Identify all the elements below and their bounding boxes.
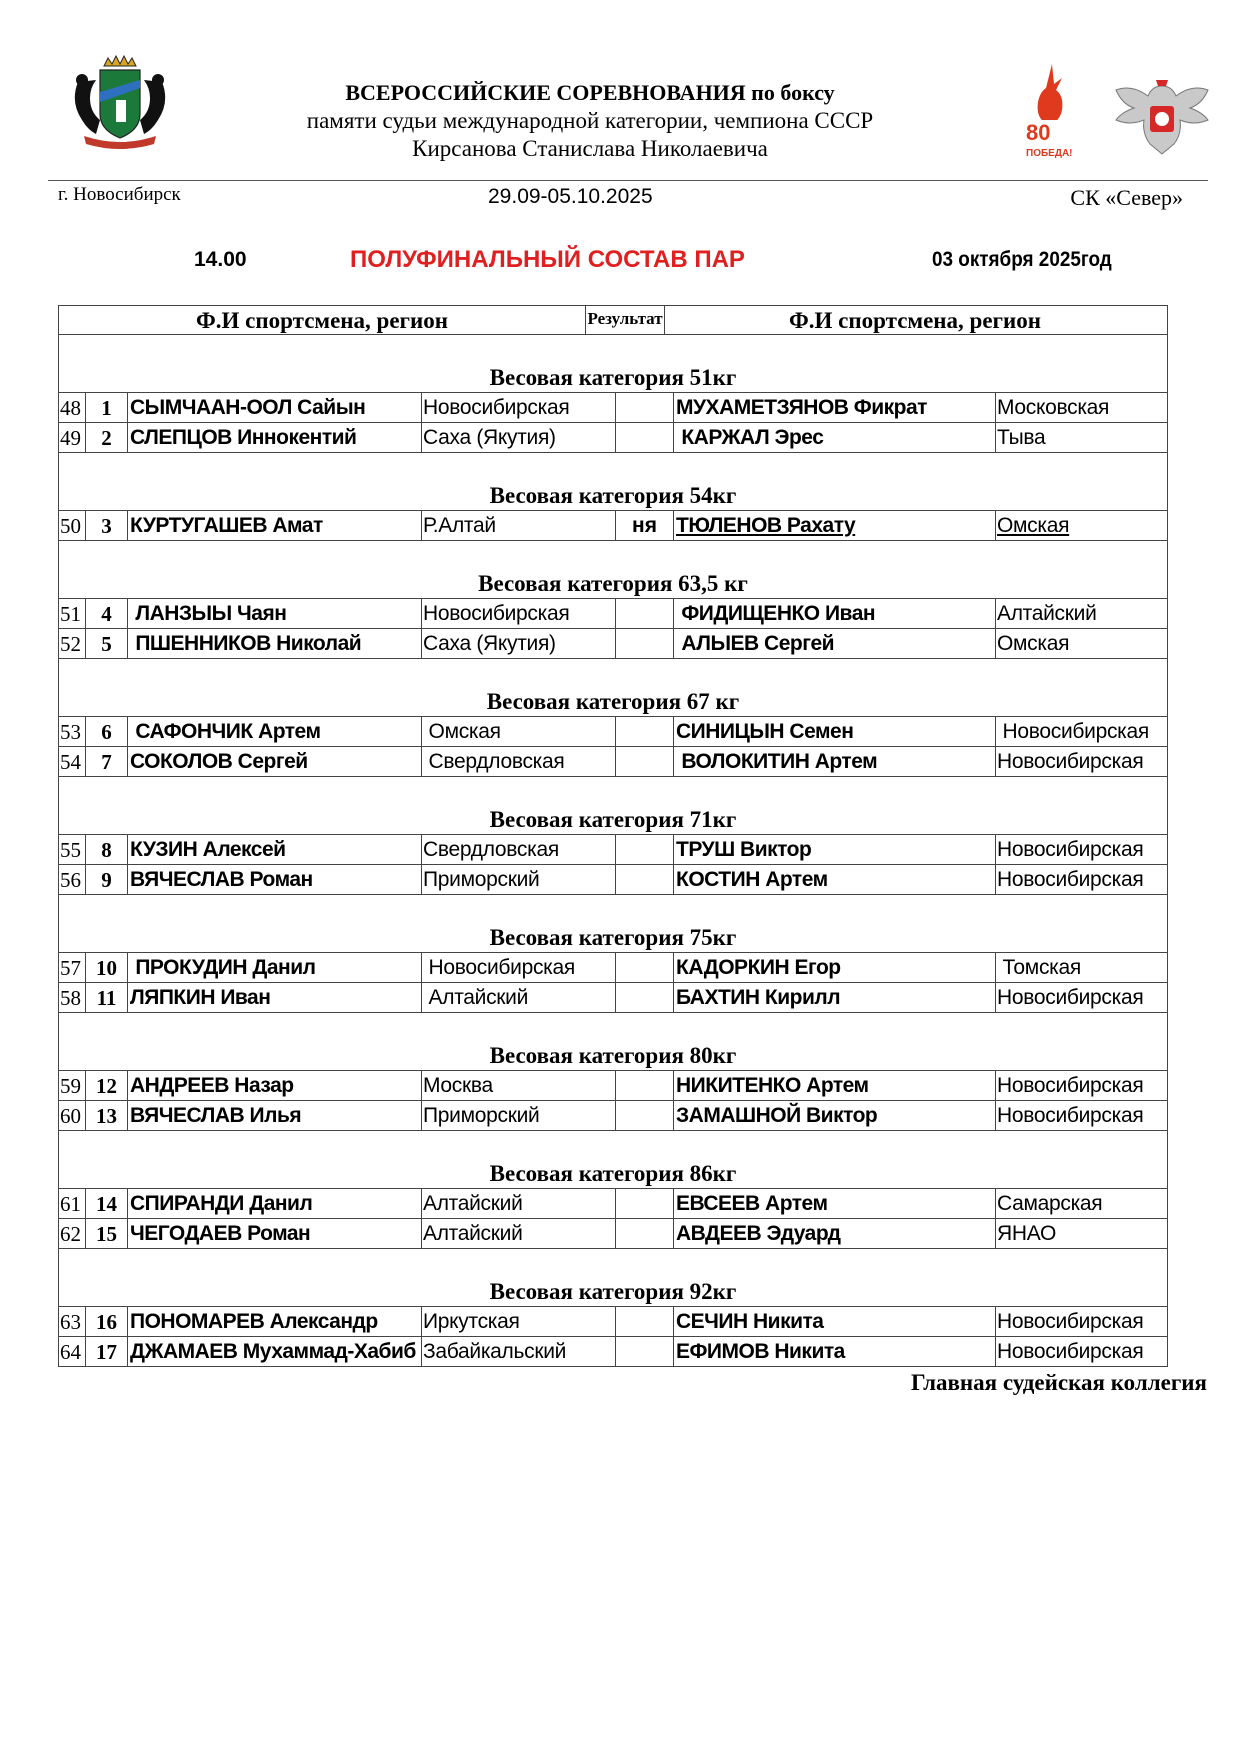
bout-row	[59, 1071, 1167, 1101]
bout-number: 62	[59, 1219, 86, 1248]
event-honoree: Кирсанова Станислава Николаевича	[412, 136, 768, 161]
city: г. Новосибирск	[58, 184, 181, 205]
bout-row	[59, 393, 1167, 423]
pair-number: 14	[86, 1189, 128, 1218]
weight-category-header	[59, 895, 1167, 953]
athlete-right-name: ТРУШ Виктор	[674, 835, 996, 864]
bout-result	[616, 1307, 674, 1336]
bout-number: 59	[59, 1071, 86, 1100]
athlete-left-region: Приморский	[422, 865, 616, 894]
bout-result: ня	[616, 511, 674, 540]
athlete-right-region: Новосибирская	[997, 1104, 1144, 1127]
bout-result	[616, 953, 674, 982]
athlete-right-region: Новосибирская	[997, 986, 1144, 1009]
athlete-right-region: ЯНАО	[997, 1222, 1057, 1245]
athlete-right-name: МУХАМЕТЗЯНОВ Фикрат	[674, 393, 996, 422]
athlete-left-name: ПРОКУДИН Данил	[128, 953, 422, 982]
athlete-right-name: КАДОРКИН Егор	[674, 953, 996, 982]
athlete-left-region: Алтайский	[422, 1219, 616, 1248]
weight-category-header	[59, 659, 1167, 717]
start-time: 14.00	[194, 248, 247, 271]
pair-number: 1	[86, 393, 128, 422]
athlete-left-region: Приморский	[422, 1101, 616, 1130]
athlete-left-region: Свердловская	[422, 747, 616, 776]
bout-number: 52	[59, 629, 86, 658]
bout-row	[59, 1101, 1167, 1131]
bout-result	[616, 983, 674, 1012]
bout-result	[616, 599, 674, 628]
athlete-right-region: Алтайский	[997, 602, 1097, 625]
weight-category-header	[59, 335, 1167, 393]
weight-category-header	[59, 777, 1167, 835]
bout-row	[59, 835, 1167, 865]
bout-row	[59, 747, 1167, 777]
weight-category-label: Весовая категория 71кг	[489, 807, 737, 832]
athlete-left-name: АНДРЕЕВ Назар	[128, 1071, 422, 1100]
bout-row	[59, 1219, 1167, 1249]
pair-number: 2	[86, 423, 128, 452]
athlete-left-region: Новосибирская	[422, 953, 616, 982]
athlete-left-name: СПИРАНДИ Данил	[128, 1189, 422, 1218]
bout-row	[59, 423, 1167, 453]
bout-row	[59, 953, 1167, 983]
athlete-right-region: Новосибирская	[997, 750, 1144, 773]
pair-number: 13	[86, 1101, 128, 1130]
athlete-right-name: КАРЖАЛ Эрес	[674, 423, 996, 452]
athlete-right-region: Омская	[997, 632, 1070, 655]
badge-text: ПОБЕДА!	[1026, 148, 1073, 159]
table-header	[59, 306, 1167, 335]
weight-category-header	[59, 1249, 1167, 1307]
event-dates: 29.09-05.10.2025	[488, 185, 653, 208]
athlete-right-name: ЕФИМОВ Никита	[674, 1337, 996, 1366]
athlete-left-name: ДЖАМАЕВ Мухаммад-Хабиб	[128, 1337, 422, 1366]
bout-number: 63	[59, 1307, 86, 1336]
athlete-right-region: Московская	[997, 396, 1110, 419]
bout-result	[616, 1337, 674, 1366]
athlete-left-region: Забайкальский	[422, 1337, 616, 1366]
bout-number: 60	[59, 1101, 86, 1130]
bouts-table	[58, 305, 1168, 1367]
athlete-right-region: Новосибирская	[997, 720, 1149, 743]
bout-number: 54	[59, 747, 86, 776]
pair-number: 8	[86, 835, 128, 864]
bout-number: 57	[59, 953, 86, 982]
badge-number: 80	[1026, 120, 1051, 145]
pair-number: 5	[86, 629, 128, 658]
athlete-right-region: Тыва	[997, 426, 1046, 449]
athlete-left-name: ВЯЧЕСЛАВ Илья	[128, 1101, 422, 1130]
athlete-left-name: СОКОЛОВ Сергей	[128, 747, 422, 776]
athlete-right-region: Новосибирская	[997, 838, 1144, 861]
bout-result	[616, 629, 674, 658]
athlete-right-region: Новосибирская	[997, 1074, 1144, 1097]
pair-number: 10	[86, 953, 128, 982]
athlete-right-name: НИКИТЕНКО Артем	[674, 1071, 996, 1100]
victory-80-emblem-icon	[1022, 62, 1084, 160]
athlete-left-name: ВЯЧЕСЛАВ Роман	[128, 865, 422, 894]
bout-result	[616, 423, 674, 452]
bout-row	[59, 599, 1167, 629]
athlete-left-name: СЛЕПЦОВ Иннокентий	[128, 423, 422, 452]
weight-category-label: Весовая категория 80кг	[489, 1043, 737, 1068]
bout-row	[59, 511, 1167, 541]
pair-number: 9	[86, 865, 128, 894]
bout-result	[616, 1219, 674, 1248]
weight-category-header	[59, 1013, 1167, 1071]
athlete-left-region: Алтайский	[422, 983, 616, 1012]
table-body	[59, 335, 1167, 1366]
venue: СК «Север»	[1070, 185, 1183, 210]
weight-category-label: Весовая категория 63,5 кг	[478, 571, 748, 596]
bout-row	[59, 865, 1167, 895]
athlete-right-name: ЗАМАШНОЙ Виктор	[674, 1101, 996, 1130]
signature-judges-panel: Главная судейская коллегия	[911, 1370, 1207, 1395]
athlete-left-name: ЛАНЗЫЫ Чаян	[128, 599, 422, 628]
weight-category-label: Весовая категория 51кг	[489, 365, 737, 390]
weight-category-label: Весовая категория 54кг	[489, 483, 737, 508]
pair-number: 3	[86, 511, 128, 540]
athlete-right-region: Омская	[997, 514, 1070, 537]
athlete-left-region: Москва	[422, 1071, 616, 1100]
athlete-left-name: САФОНЧИК Артем	[128, 717, 422, 746]
athlete-right-name: АВДЕЕВ Эдуард	[674, 1219, 996, 1248]
athlete-left-region: Новосибирская	[422, 393, 616, 422]
athlete-right-name: КОСТИН Артем	[674, 865, 996, 894]
bout-number: 48	[59, 393, 86, 422]
bout-result	[616, 865, 674, 894]
bout-result	[616, 717, 674, 746]
athlete-right-name: СЕЧИН Никита	[674, 1307, 996, 1336]
bout-number: 51	[59, 599, 86, 628]
bout-row	[59, 629, 1167, 659]
pair-number: 11	[86, 983, 128, 1012]
athlete-left-region: Свердловская	[422, 835, 616, 864]
bout-number: 53	[59, 717, 86, 746]
athlete-right-region: Самарская	[997, 1192, 1103, 1215]
bout-number: 50	[59, 511, 86, 540]
athlete-right-name: СИНИЦЫН Семен	[674, 717, 996, 746]
athlete-right-name: АЛЫЕВ Сергей	[674, 629, 996, 658]
athlete-left-region: Новосибирская	[422, 599, 616, 628]
athlete-right-name: БАХТИН Кирилл	[674, 983, 996, 1012]
weight-category-label: Весовая категория 92кг	[489, 1279, 737, 1304]
weight-category-header	[59, 1131, 1167, 1189]
athlete-left-region: Саха (Якутия)	[422, 629, 616, 658]
bout-number: 61	[59, 1189, 86, 1218]
weight-category-label: Весовая категория 67 кг	[486, 689, 740, 714]
athlete-left-region: Иркутская	[422, 1307, 616, 1336]
pair-number: 17	[86, 1337, 128, 1366]
athlete-left-name: СЫМЧААН-ООЛ Сайын	[128, 393, 422, 422]
athlete-right-name: ФИДИЩЕНКО Иван	[674, 599, 996, 628]
athlete-left-name: ПОНОМАРЕВ Александр	[128, 1307, 422, 1336]
boxing-federation-eagle-icon	[1112, 76, 1212, 160]
novosibirsk-coat-of-arms-icon	[64, 52, 176, 152]
bout-number: 55	[59, 835, 86, 864]
header-divider	[48, 180, 1208, 181]
bout-number: 58	[59, 983, 86, 1012]
weight-category-label: Весовая категория 86кг	[489, 1161, 737, 1186]
bout-row	[59, 1337, 1167, 1366]
athlete-left-region: Р.Алтай	[422, 511, 616, 540]
bout-row	[59, 983, 1167, 1013]
weight-category-header	[59, 541, 1167, 599]
athlete-left-region: Омская	[422, 717, 616, 746]
bout-row	[59, 1189, 1167, 1219]
bout-number: 49	[59, 423, 86, 452]
athlete-left-name: КУЗИН Алексей	[128, 835, 422, 864]
header-left-athlete: Ф.И спортсмена, регион	[196, 308, 448, 333]
athlete-left-name: ПШЕННИКОВ Николай	[128, 629, 422, 658]
header-result: Результат	[585, 306, 665, 334]
bout-result	[616, 747, 674, 776]
athlete-left-name: КУРТУГАШЕВ Амат	[128, 511, 422, 540]
athlete-right-region: Новосибирская	[997, 868, 1144, 891]
athlete-right-region: Новосибирская	[997, 1310, 1144, 1333]
pair-number: 6	[86, 717, 128, 746]
athlete-left-region: Саха (Якутия)	[422, 423, 616, 452]
pair-number: 16	[86, 1307, 128, 1336]
athlete-right-name: ТЮЛЕНОВ Рахату	[674, 511, 996, 540]
event-subtitle: памяти судьи международной категории, чемпиона СССР	[306, 108, 874, 133]
athlete-right-name: ВОЛОКИТИН Артем	[674, 747, 996, 776]
bout-result	[616, 1101, 674, 1130]
athlete-right-name: ЕВСЕЕВ Артем	[674, 1189, 996, 1218]
bout-number: 56	[59, 865, 86, 894]
event-title: ВСЕРОССИЙСКИЕ СОРЕВНОВАНИЯ по боксу	[345, 80, 835, 105]
pair-number: 7	[86, 747, 128, 776]
athlete-left-region: Алтайский	[422, 1189, 616, 1218]
athlete-left-name: ЛЯПКИН Иван	[128, 983, 422, 1012]
pair-number: 15	[86, 1219, 128, 1248]
bout-number: 64	[59, 1337, 86, 1366]
bout-result	[616, 1071, 674, 1100]
bout-date: 03 октября 2025год	[932, 248, 1112, 271]
pair-number: 4	[86, 599, 128, 628]
bout-row	[59, 1307, 1167, 1337]
athlete-right-region: Томская	[997, 956, 1081, 979]
bout-result	[616, 1189, 674, 1218]
bout-result	[616, 835, 674, 864]
weight-category-label: Весовая категория 75кг	[489, 925, 737, 950]
pair-number: 12	[86, 1071, 128, 1100]
bout-row	[59, 717, 1167, 747]
header-right-athlete: Ф.И спортсмена, регион	[789, 308, 1041, 333]
bout-result	[616, 393, 674, 422]
athlete-right-region: Новосибирская	[997, 1340, 1144, 1363]
weight-category-header	[59, 453, 1167, 511]
page-title: ПОЛУФИНАЛЬНЫЙ СОСТАВ ПАР	[350, 246, 745, 273]
athlete-left-name: ЧЕГОДАЕВ Роман	[128, 1219, 422, 1248]
